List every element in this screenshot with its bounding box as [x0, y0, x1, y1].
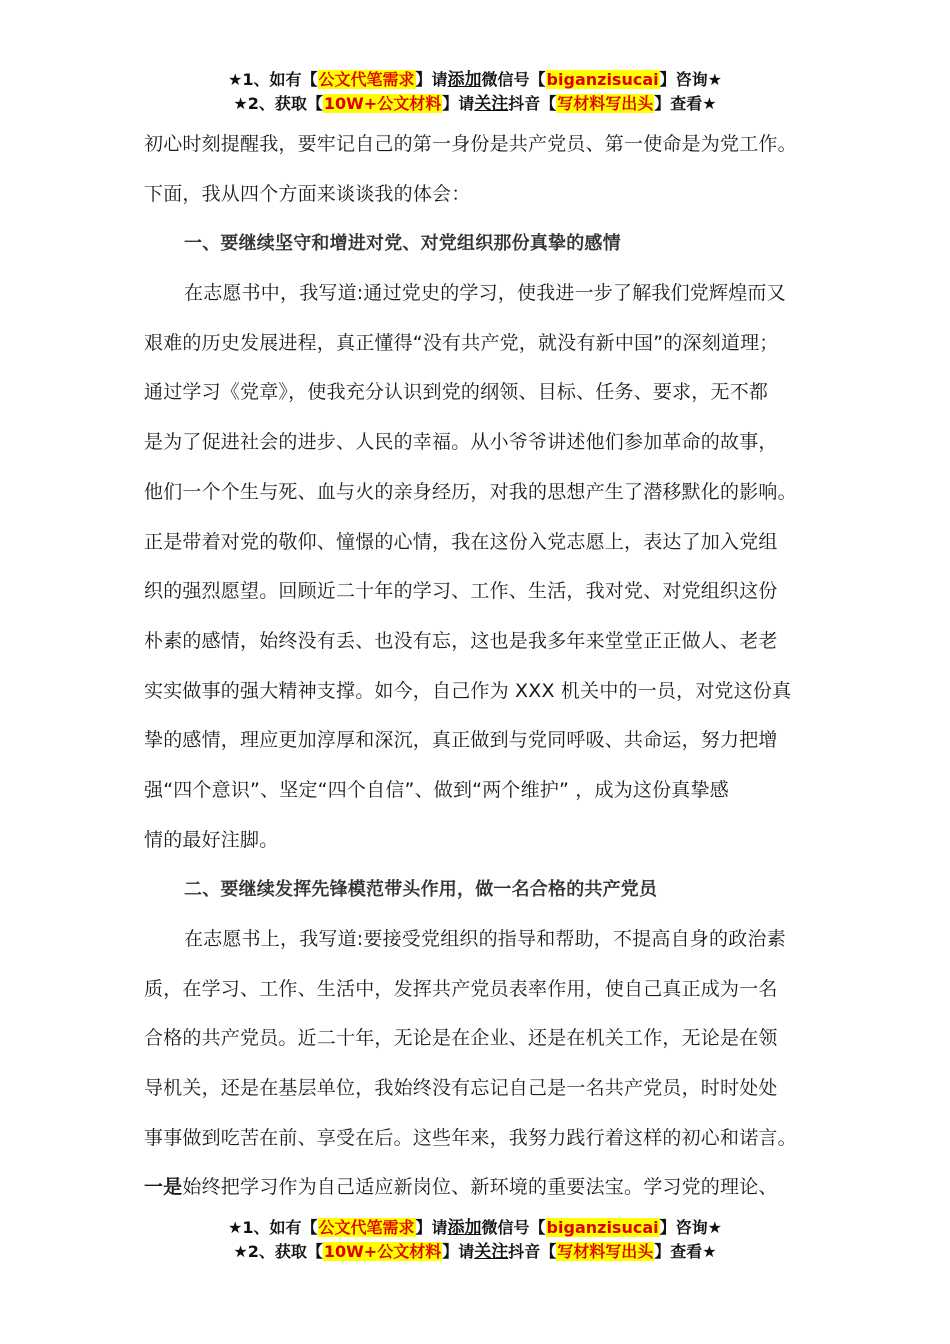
section-heading-2: 二、要继续发挥先锋模范带头作用，做一名合格的共产党员 [184, 879, 658, 901]
promo-line-1 [0, 68, 950, 92]
promo-text: 】咨询★ [659, 1218, 722, 1237]
promo-text: 】咨询★ [659, 70, 722, 89]
wechat-id-highlight: biganzisucai [546, 70, 659, 89]
paragraph-line: 通过学习《党章》，使我充分认识到党的纲领、目标、任务、要求，无不都 [144, 381, 769, 404]
wechat-id-highlight: biganzisucai [546, 1218, 659, 1237]
paragraph-line: 情的最好注脚。 [144, 828, 279, 851]
paragraph-line-last [144, 1163, 824, 1213]
bold-lead-in: 一是 [144, 1176, 183, 1199]
paragraph-line: 织的强烈愿望。回顾近二十年的学习、工作、生活，我对党、对党组织这份 [144, 580, 778, 603]
paragraph-line: 在志愿书中，我写道:通过党史的学习，使我进一步了解我们党辉煌而又 [184, 282, 786, 305]
promo-highlight: 公文代笔需求 [318, 1218, 415, 1237]
promo-line-1 [0, 1216, 950, 1240]
promo-text: 抖音【 [508, 1242, 557, 1261]
douyin-id-highlight: 写材料写出头 [557, 94, 654, 113]
paragraph-line: 质，在学习、工作、生活中，发挥共产党员表率作用，使自己真正成为一名 [144, 977, 778, 1000]
promo-text: 】请 [442, 94, 475, 113]
promo-emphasis: 关注 [474, 94, 509, 114]
paragraph-line: 挚的感情，理应更加淳厚和深沉，真正做到与党同呼吸、共命运，努力把增 [144, 729, 778, 752]
promo-text: 】查看★ [654, 94, 717, 113]
promo-emphasis: 添加 [447, 1218, 482, 1238]
paragraph-line: 实实做事的强大精神支撑。如今，自己作为 XXX 机关中的一员，对党这份真 [144, 679, 792, 702]
promo-highlight: 10W+公文材料 [323, 1242, 442, 1261]
paragraph-line: 合格的共产党员。近二十年，无论是在企业、还是在机关工作，无论是在领 [144, 1027, 778, 1050]
footer-promo-banner [0, 1216, 950, 1264]
paragraph-line: 事事做到吃苦在前、享受在后。这些年来，我努力践行着这样的初心和诺言。 [144, 1126, 797, 1149]
promo-text: 微信号【 [481, 70, 546, 89]
promo-text: ★1、如有【 [228, 1218, 318, 1237]
promo-emphasis: 添加 [447, 70, 482, 90]
paragraph-line: 他们一个个生与死、血与火的亲身经历，对我的思想产生了潜移默化的影响。 [144, 480, 797, 503]
paragraph-line: 是为了促进社会的进步、人民的幸福。从小爷爷讲述他们参加革命的故事， [144, 431, 778, 454]
promo-text: ★1、如有【 [228, 70, 318, 89]
paragraph-line: 在志愿书上，我写道:要接受党组织的指导和帮助，不提高自身的政治素 [184, 928, 786, 950]
paragraph-line: 导机关，还是在基层单位，我始终没有忘记自己是一名共产党员，时时处处 [144, 1077, 778, 1100]
promo-text: 微信号【 [481, 1218, 546, 1237]
paragraph-line: 强“四个意识”、坚定“四个自信”、做到“两个维护” ，成为这份真挚感 [144, 778, 729, 801]
promo-line-2 [0, 1240, 950, 1264]
promo-text: 】请 [415, 1218, 448, 1237]
section-heading-1: 一、要继续坚守和增进对党、对党组织那份真挚的感情 [184, 233, 621, 255]
promo-text: 】请 [415, 70, 448, 89]
promo-text: ★2、获取【 [233, 1242, 323, 1261]
paragraph-line: 朴素的感情，始终没有丢、也没有忘，这也是我多年来堂堂正正做人、老老 [144, 629, 778, 652]
promo-text: 抖音【 [508, 94, 557, 113]
paragraph-line: 艰难的历史发展进程，真正懂得“没有共产党，就没有新中国”的深刻道理； [144, 331, 779, 354]
douyin-id-highlight: 写材料写出头 [557, 1242, 654, 1261]
document-body [144, 120, 824, 1213]
promo-line-2 [0, 92, 950, 116]
promo-emphasis: 关注 [474, 1242, 509, 1262]
paragraph-text: 始终把学习作为自己适应新岗位、新环境的重要法宝。学习党的理论、 [182, 1176, 778, 1199]
header-promo-banner [0, 68, 950, 116]
paragraph-line: 初心时刻提醒我，要牢记自己的第一身份是共产党员、第一使命是为党工作。 [144, 133, 797, 155]
promo-text: 】查看★ [654, 1242, 717, 1261]
promo-text: ★2、获取【 [233, 94, 323, 113]
paragraph-line: 下面，我从四个方面来谈谈我的体会： [144, 182, 471, 205]
promo-text: 】请 [442, 1242, 475, 1261]
promo-highlight: 10W+公文材料 [323, 94, 442, 113]
paragraph-line: 正是带着对党的敬仰、憧憬的心情，我在这份入党志愿上，表达了加入党组 [144, 530, 778, 553]
promo-highlight: 公文代笔需求 [318, 70, 415, 89]
